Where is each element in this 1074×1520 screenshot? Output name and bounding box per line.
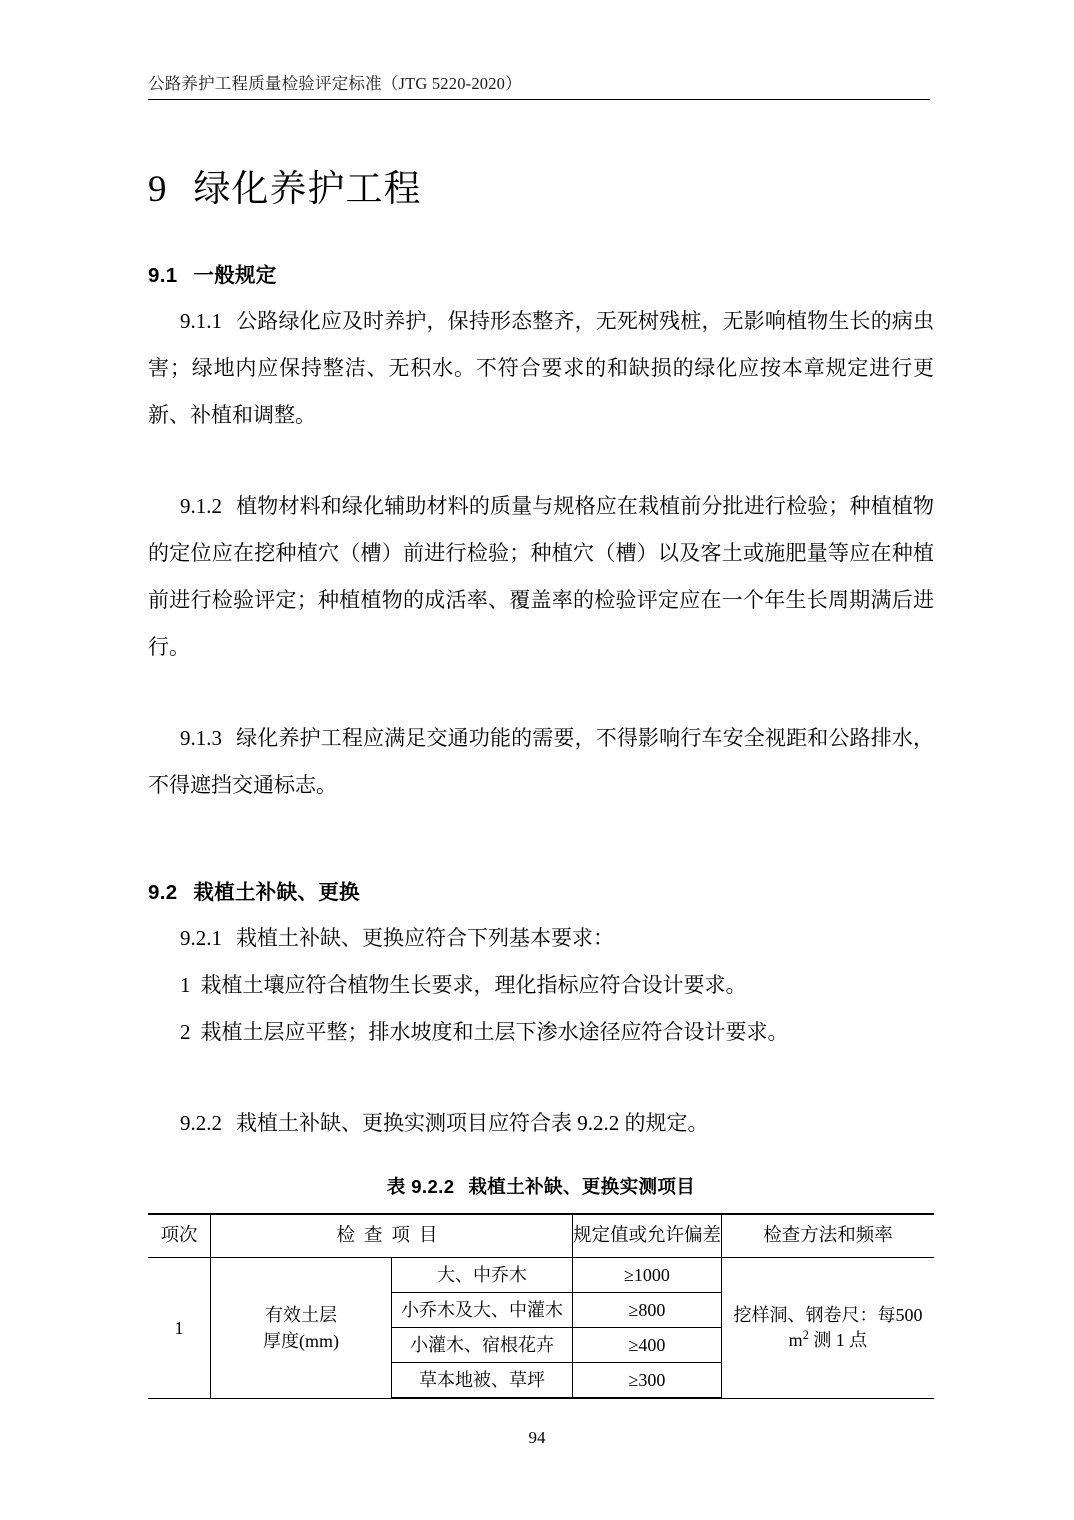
clause-9-2-2 — [148, 1100, 934, 1147]
cell-item-group-line2: 厚度(mm) — [263, 1330, 339, 1351]
clause-number-9-1-1: 9.1.1 — [180, 309, 222, 333]
section-number-9-2: 9.2 — [148, 881, 178, 904]
column-header-method-freq: 检查方法和频率 — [722, 1214, 935, 1258]
spacer — [148, 905, 934, 915]
list-item-text: 栽植土层应平整；排水坡度和土层下渗水途径应符合设计要求。 — [200, 1020, 789, 1044]
section-heading-9-2 — [148, 875, 934, 905]
clause-number-9-2-1: 9.2.1 — [180, 926, 222, 950]
page-content — [148, 258, 934, 1399]
cell-item-group-line1: 有效土层 — [265, 1304, 337, 1325]
clause-number-9-1-2: 9.1.2 — [180, 494, 222, 518]
section-title-9-2: 栽植土补缺、更换 — [193, 881, 360, 904]
clause-9-1-3 — [148, 715, 934, 809]
list-item-number: 2 — [180, 1020, 191, 1044]
clause-9-1-2 — [148, 483, 934, 671]
method-superscript: 2 — [802, 1327, 809, 1342]
table-caption-number: 表 9.2.2 — [386, 1176, 455, 1197]
table-row — [148, 1258, 934, 1293]
column-header-item-no: 项次 — [148, 1214, 211, 1258]
clause-9-2-1 — [148, 915, 934, 962]
clause-text-9-1-3: 绿化养护工程应满足交通功能的需要，不得影响行车安全视距和公路排水，不得遮挡交通标志。 — [148, 726, 934, 797]
table-body — [148, 1258, 934, 1399]
list-item — [148, 1009, 934, 1056]
clause-number-9-2-2: 9.2.2 — [180, 1111, 222, 1135]
clause-text-9-2-2: 栽植土补缺、更换实测项目应符合表 9.2.2 的规定。 — [236, 1111, 709, 1135]
spacer — [148, 439, 934, 483]
spacer — [148, 671, 934, 715]
cell-subject: 小灌木、宿根花卉 — [392, 1328, 573, 1363]
cell-item-no: 1 — [148, 1258, 211, 1399]
column-header-spec-value: 规定值或允许偏差 — [573, 1214, 722, 1258]
list-item-number: 1 — [180, 973, 191, 997]
table-caption-title: 栽植土补缺、更换实测项目 — [468, 1176, 696, 1197]
header-divider — [148, 99, 930, 100]
chapter-title — [148, 158, 422, 212]
cell-subject: 大、中乔木 — [392, 1258, 573, 1293]
cell-subject: 小乔木及大、中灌木 — [392, 1293, 573, 1328]
clause-text-9-1-2: 植物材料和绿化辅助材料的质量与规格应在栽植前分批进行检验；种植植物的定位应在挖种植穴（槽）前进行检验；种植穴（槽）以及客土或施肥量等应在种植前进行检验评定；种植植物的成活率、覆盖率的检验评定应在一个年生长周期满后进行。 — [148, 494, 934, 659]
cell-spec-value: ≥800 — [573, 1293, 722, 1328]
spacer — [148, 288, 934, 298]
chapter-number: 9 — [148, 169, 168, 210]
spacer — [148, 1056, 934, 1100]
cell-spec-value: ≥400 — [573, 1328, 722, 1363]
clause-number-9-1-3: 9.1.3 — [180, 726, 222, 750]
clause-9-1-1 — [148, 298, 934, 439]
table-header-row — [148, 1214, 934, 1258]
section-title-9-1: 一般规定 — [193, 264, 277, 287]
list-item-text: 栽植土壤应符合植物生长要求，理化指标应符合设计要求。 — [200, 973, 747, 997]
page-number: 94 — [528, 1428, 546, 1447]
running-header-text: 公路养护工程质量检验评定标准（JTG 5220-2020） — [148, 74, 522, 93]
cell-method-freq — [722, 1258, 935, 1399]
table-caption — [148, 1173, 934, 1199]
cell-subject: 草本地被、草坪 — [392, 1363, 573, 1399]
list-item — [148, 962, 934, 1009]
chapter-title-text: 绿化养护工程 — [193, 169, 422, 210]
spacer — [148, 809, 934, 875]
inspection-items-table — [148, 1213, 934, 1399]
cell-item-group — [211, 1258, 392, 1399]
table-head — [148, 1214, 934, 1258]
method-prefix: 挖样洞、钢卷尺：每500 m — [733, 1305, 923, 1350]
cell-spec-value: ≥300 — [573, 1363, 722, 1399]
section-number-9-1: 9.1 — [148, 264, 178, 287]
cell-spec-value: ≥1000 — [573, 1258, 722, 1293]
clause-text-9-2-1: 栽植土补缺、更换应符合下列基本要求： — [236, 926, 614, 950]
clause-text-9-1-1: 公路绿化应及时养护，保持形态整齐，无死树残桩，无影响植物生长的病虫害；绿地内应保持整洁、无积水。不符合要求的和缺损的绿化应按本章规定进行更新、补植和调整。 — [148, 309, 934, 427]
method-suffix: 测 1 点 — [808, 1329, 868, 1350]
spacer — [148, 1147, 934, 1173]
column-header-inspection-item: 检查项目 — [211, 1214, 573, 1258]
running-header — [148, 74, 930, 100]
section-heading-9-1 — [148, 258, 934, 288]
